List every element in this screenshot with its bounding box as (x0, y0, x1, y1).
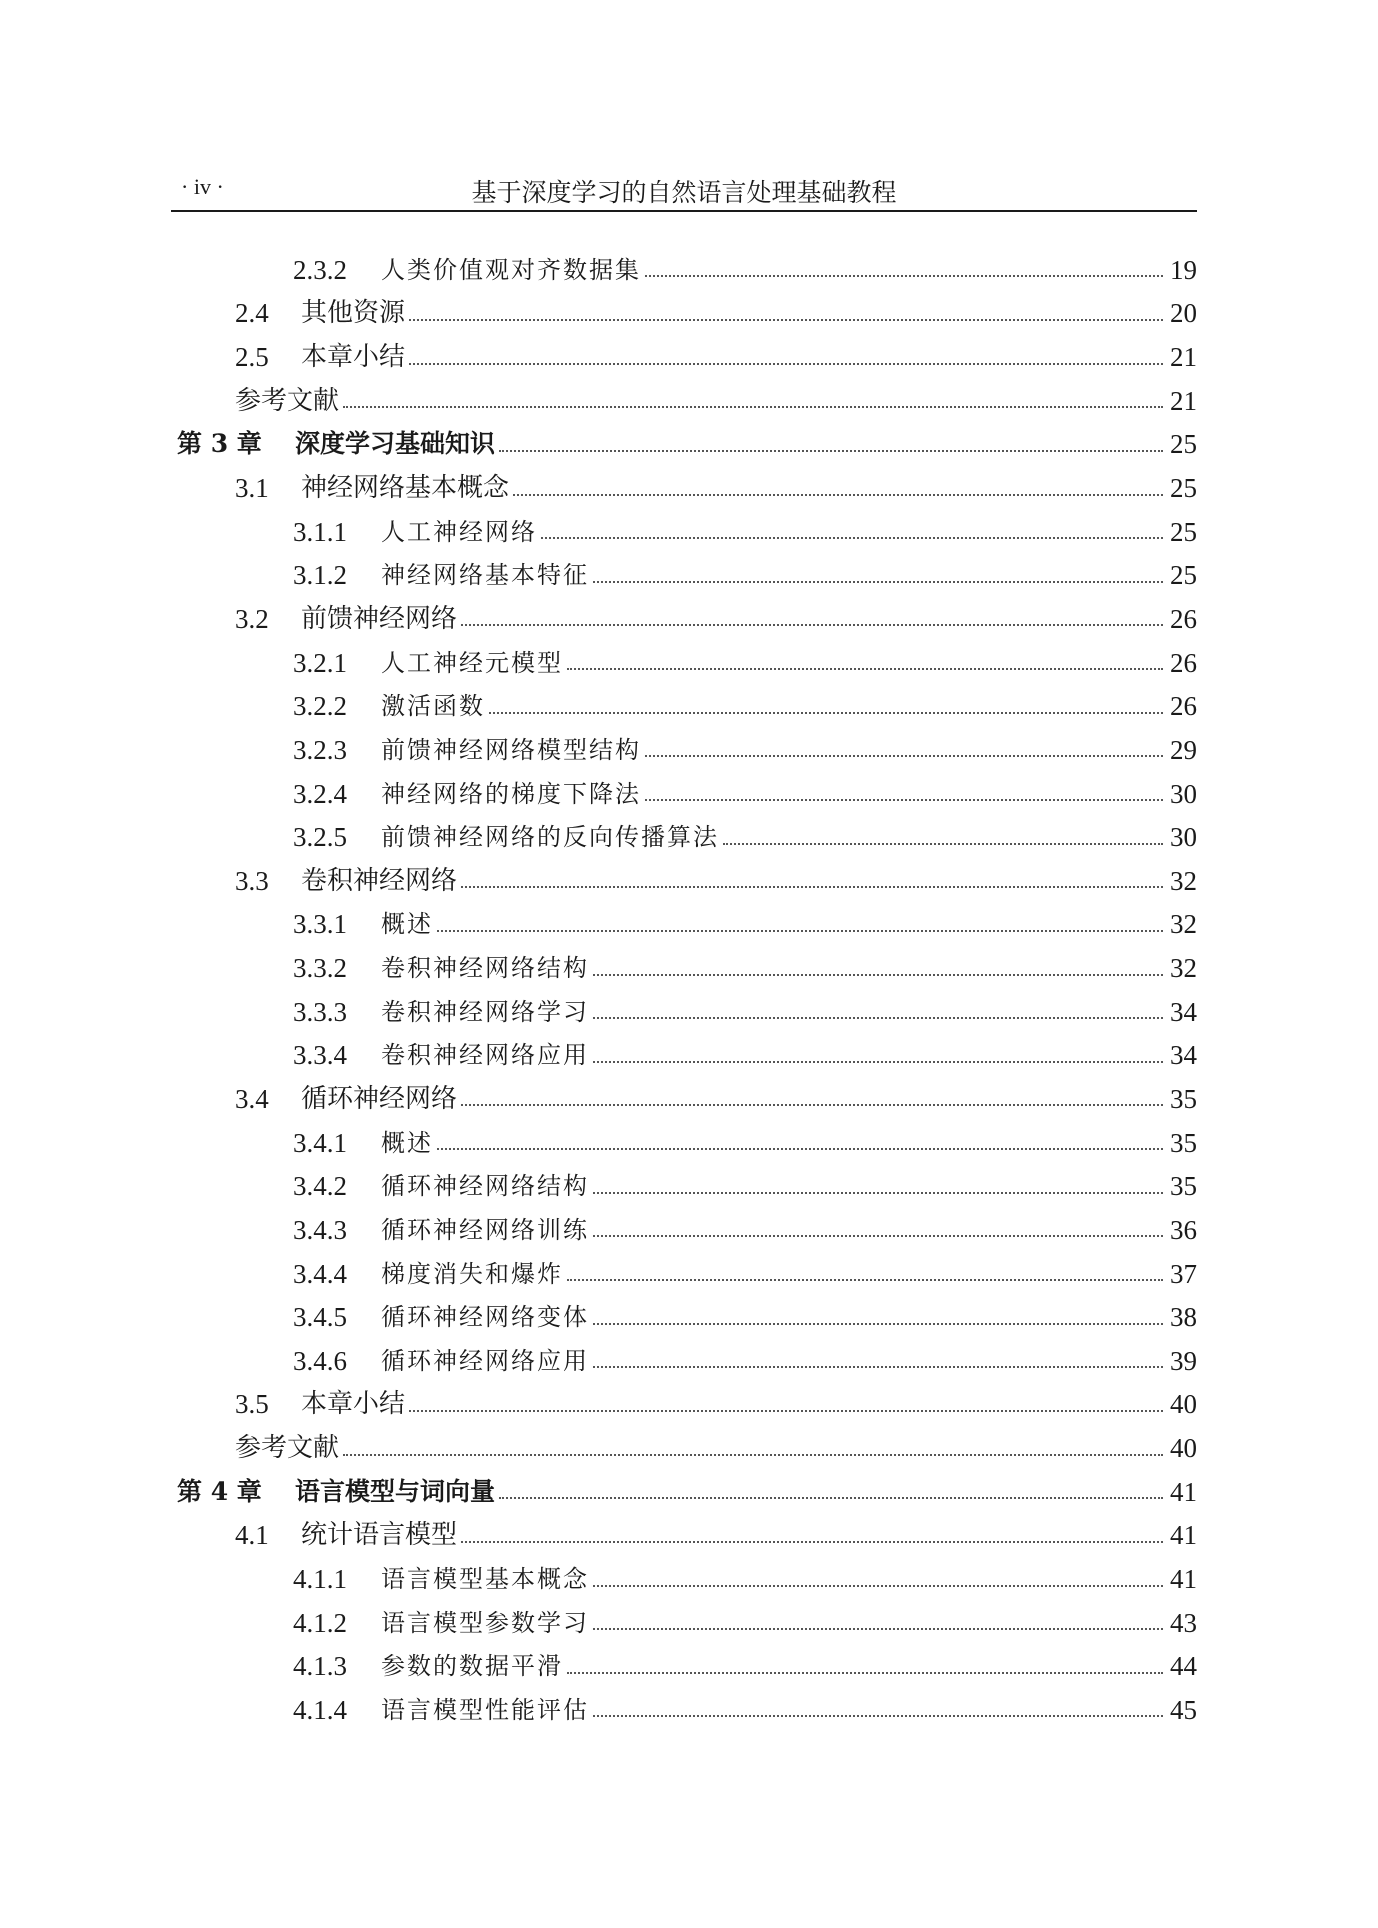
toc-entry-page: 25 (1170, 473, 1197, 504)
toc-chapter-entry[interactable] (171, 1470, 1197, 1514)
toc-entry-number: 4.1.3 (293, 1651, 347, 1682)
toc-entry-title: 循环神经网络训练 (381, 1215, 589, 1244)
toc-entry-title: 参考文献 (235, 385, 340, 416)
toc-entry-number: 3.2.3 (293, 734, 347, 765)
dot-leader (593, 1584, 1163, 1587)
toc-entry-page: 30 (1170, 822, 1197, 853)
toc-entry-page: 19 (1170, 254, 1197, 285)
toc-entry-number: 4.1.4 (293, 1694, 347, 1725)
toc-entry-number: 3.1.1 (293, 516, 347, 547)
toc-entry-title: 循环神经网络 (301, 1083, 458, 1114)
toc-entry-page: 32 (1170, 953, 1197, 984)
toc-entry-page: 32 (1170, 909, 1197, 940)
toc-entry-page: 35 (1170, 1171, 1197, 1202)
toc-entry-number: 3.2.4 (293, 778, 347, 809)
book-title: 基于深度学习的自然语言处理基础教程 (471, 178, 897, 207)
toc-entry-page: 26 (1170, 691, 1197, 722)
toc-entry-page: 45 (1170, 1694, 1197, 1725)
toc-entry[interactable] (171, 597, 1197, 641)
dot-leader (593, 1365, 1163, 1368)
toc-entry-page: 44 (1170, 1651, 1197, 1682)
running-header (171, 170, 1197, 212)
toc-entry-number: 3.2.2 (293, 691, 347, 722)
dot-leader (409, 1409, 1163, 1412)
toc-entry-number: 3.4.6 (293, 1345, 347, 1376)
toc-entry-page: 21 (1170, 342, 1197, 373)
dot-leader (437, 1147, 1163, 1150)
dot-leader (593, 1322, 1163, 1325)
toc-entry-number: 3.3.1 (293, 909, 347, 940)
toc-entry-page: 41 (1170, 1564, 1197, 1595)
dot-leader (499, 1496, 1163, 1499)
toc-entry-page: 43 (1170, 1607, 1197, 1638)
toc-entry-page: 26 (1170, 603, 1197, 634)
toc-entry-title: 语言模型与词向量 (295, 1476, 496, 1506)
toc-entry-number: 2.4 (235, 298, 269, 329)
dot-leader (437, 929, 1163, 932)
toc-entry-page: 29 (1170, 734, 1197, 765)
toc-entry[interactable] (171, 335, 1197, 379)
toc-entry[interactable] (171, 684, 1197, 728)
dot-leader (461, 623, 1163, 626)
toc-entry-title: 语言模型性能评估 (381, 1695, 589, 1724)
toc-entry-page: 25 (1170, 560, 1197, 591)
toc-entry-page: 34 (1170, 996, 1197, 1027)
toc-entry-number: 4.1.1 (293, 1564, 347, 1595)
toc-entry-number: 4.1.2 (293, 1607, 347, 1638)
toc-entry-title: 卷积神经网络应用 (381, 1041, 589, 1070)
toc-entry[interactable] (171, 1208, 1197, 1252)
toc-entry-title: 概述 (381, 910, 433, 939)
toc-entry-title: 语言模型基本概念 (381, 1565, 589, 1594)
toc-entry-title: 梯度消失和爆炸 (381, 1259, 563, 1288)
toc-entry[interactable] (171, 772, 1197, 816)
toc-entry[interactable] (171, 1514, 1197, 1558)
dot-leader (409, 362, 1163, 365)
toc-entry-title: 参考文献 (235, 1433, 340, 1464)
toc-entry-number: 3.1 (235, 473, 269, 504)
toc-entry-page: 38 (1170, 1302, 1197, 1333)
toc-entry[interactable] (171, 379, 1197, 423)
dot-leader (645, 274, 1163, 277)
toc-entry-title: 前馈神经网络 (301, 603, 458, 634)
table-of-contents (171, 248, 1197, 1732)
toc-entry-number: 3.4.3 (293, 1214, 347, 1245)
toc-entry[interactable] (171, 510, 1197, 554)
toc-entry[interactable] (171, 1383, 1197, 1427)
toc-entry-title: 语言模型参数学习 (381, 1608, 589, 1637)
toc-entry-page: 41 (1170, 1476, 1197, 1507)
toc-entry-number: 3.4.4 (293, 1258, 347, 1289)
toc-entry-title: 本章小结 (301, 1389, 406, 1420)
toc-entry[interactable] (171, 1121, 1197, 1165)
dot-leader (541, 536, 1163, 539)
dot-leader (593, 1234, 1163, 1237)
toc-entry[interactable] (171, 1252, 1197, 1296)
toc-entry-number: 3.2 (235, 603, 269, 634)
toc-entry[interactable] (171, 1295, 1197, 1339)
toc-entry-number: 3.3.4 (293, 1040, 347, 1071)
toc-entry-title: 激活函数 (381, 692, 485, 721)
toc-entry-number: 3.5 (235, 1389, 269, 1420)
toc-entry[interactable] (171, 815, 1197, 859)
toc-entry-title: 统计语言模型 (301, 1520, 458, 1551)
toc-entry-page: 36 (1170, 1214, 1197, 1245)
toc-entry[interactable] (171, 248, 1197, 292)
toc-entry[interactable] (171, 1688, 1197, 1732)
toc-entry-number: 3.3.2 (293, 953, 347, 984)
toc-entry-number: 3.4 (235, 1083, 269, 1114)
dot-leader (567, 1671, 1163, 1674)
toc-entry-title: 概述 (381, 1128, 433, 1157)
toc-entry[interactable] (171, 466, 1197, 510)
dot-leader (723, 842, 1163, 845)
toc-entry[interactable] (171, 1426, 1197, 1470)
dot-leader (593, 973, 1163, 976)
dot-leader (461, 885, 1163, 888)
toc-entry[interactable] (171, 641, 1197, 685)
toc-entry-title: 神经网络基本特征 (381, 561, 589, 590)
toc-entry-page: 34 (1170, 1040, 1197, 1071)
toc-entry[interactable] (171, 946, 1197, 990)
dot-leader (645, 798, 1163, 801)
toc-chapter-entry[interactable] (171, 423, 1197, 467)
toc-entry-page: 40 (1170, 1433, 1197, 1464)
toc-entry[interactable] (171, 990, 1197, 1034)
toc-entry[interactable] (171, 1601, 1197, 1645)
toc-entry-page: 21 (1170, 385, 1197, 416)
dot-leader (513, 493, 1163, 496)
toc-entry-number: 3.4.1 (293, 1127, 347, 1158)
toc-entry[interactable] (171, 903, 1197, 947)
dot-leader (593, 1191, 1163, 1194)
page-number: · iv · (181, 174, 224, 199)
toc-entry-number: 3.1.2 (293, 560, 347, 591)
dot-leader (343, 1453, 1163, 1456)
toc-entry-page: 25 (1170, 429, 1197, 460)
toc-entry-title: 深度学习基础知识 (295, 429, 496, 459)
toc-entry-number: 2.3.2 (293, 254, 347, 285)
toc-entry-title: 参数的数据平滑 (381, 1652, 563, 1681)
toc-entry-page: 32 (1170, 865, 1197, 896)
toc-entry-number: 3.3 (235, 865, 269, 896)
toc-entry-title: 人类价值观对齐数据集 (381, 255, 641, 284)
dot-leader (489, 711, 1163, 714)
toc-entry-page: 25 (1170, 516, 1197, 547)
toc-entry-title: 卷积神经网络学习 (381, 997, 589, 1026)
toc-entry[interactable] (171, 728, 1197, 772)
toc-entry-title: 循环神经网络应用 (381, 1346, 589, 1375)
dot-leader (461, 1540, 1163, 1543)
toc-entry-number: 3.2.5 (293, 822, 347, 853)
toc-entry-number: 4.1 (235, 1520, 269, 1551)
toc-entry-page: 26 (1170, 647, 1197, 678)
dot-leader (593, 1060, 1163, 1063)
toc-entry[interactable] (171, 1339, 1197, 1383)
toc-entry-number: 第 3 章 (177, 429, 262, 459)
toc-entry-number: 3.4.5 (293, 1302, 347, 1333)
toc-entry-title: 卷积神经网络 (301, 865, 458, 896)
toc-entry-title: 其他资源 (301, 298, 406, 329)
toc-entry-page: 37 (1170, 1258, 1197, 1289)
toc-entry[interactable] (171, 1164, 1197, 1208)
toc-entry-page: 39 (1170, 1345, 1197, 1376)
dot-leader (343, 405, 1163, 408)
toc-entry-title: 本章小结 (301, 342, 406, 373)
dot-leader (567, 1278, 1163, 1281)
toc-entry-page: 35 (1170, 1127, 1197, 1158)
toc-entry[interactable] (171, 1557, 1197, 1601)
dot-leader (499, 449, 1163, 452)
toc-entry-page: 20 (1170, 298, 1197, 329)
toc-entry-number: 3.2.1 (293, 647, 347, 678)
toc-entry-page: 35 (1170, 1083, 1197, 1114)
toc-entry-title: 循环神经网络变体 (381, 1303, 589, 1332)
toc-entry-page: 41 (1170, 1520, 1197, 1551)
toc-entry[interactable] (171, 1077, 1197, 1121)
dot-leader (409, 318, 1163, 321)
toc-entry-title: 神经网络基本概念 (301, 473, 510, 504)
toc-entry-title: 神经网络的梯度下降法 (381, 779, 641, 808)
toc-entry[interactable] (171, 1034, 1197, 1078)
toc-entry-page: 30 (1170, 778, 1197, 809)
toc-entry[interactable] (171, 859, 1197, 903)
dot-leader (593, 1714, 1163, 1717)
dot-leader (593, 580, 1163, 583)
dot-leader (593, 1016, 1163, 1019)
toc-entry[interactable] (171, 553, 1197, 597)
toc-entry-number: 2.5 (235, 342, 269, 373)
toc-entry-number: 3.4.2 (293, 1171, 347, 1202)
toc-entry-page: 40 (1170, 1389, 1197, 1420)
dot-leader (593, 1627, 1163, 1630)
toc-entry-title: 循环神经网络结构 (381, 1172, 589, 1201)
toc-entry[interactable] (171, 292, 1197, 336)
dot-leader (461, 1103, 1163, 1106)
toc-entry-title: 前馈神经网络的反向传播算法 (381, 823, 719, 852)
toc-entry-number: 第 4 章 (177, 1476, 262, 1506)
toc-entry[interactable] (171, 1645, 1197, 1689)
toc-entry-title: 前馈神经网络模型结构 (381, 735, 641, 764)
toc-entry-title: 卷积神经网络结构 (381, 954, 589, 983)
dot-leader (567, 667, 1163, 670)
toc-entry-number: 3.3.3 (293, 996, 347, 1027)
toc-entry-title: 人工神经网络 (381, 517, 537, 546)
toc-entry-title: 人工神经元模型 (381, 648, 563, 677)
dot-leader (645, 754, 1163, 757)
